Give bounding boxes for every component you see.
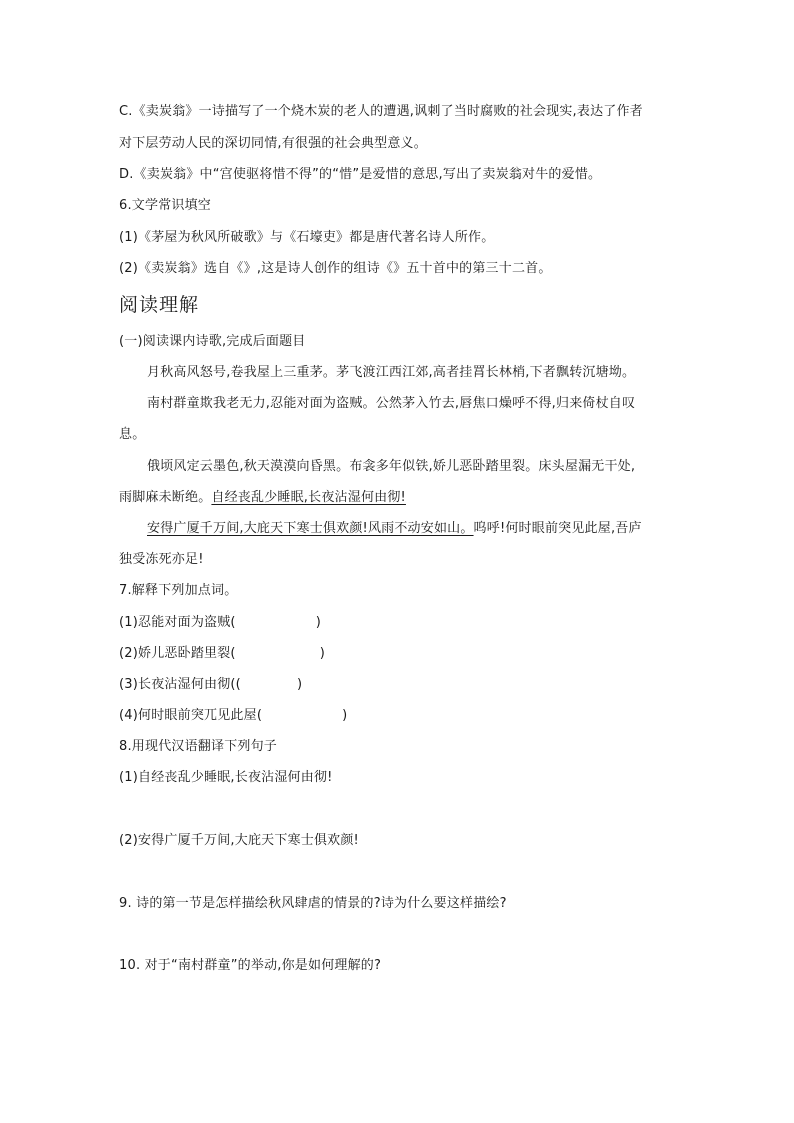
reading-subtitle: (一)阅读课内诗歌,完成后面题目 bbox=[119, 334, 306, 349]
poem-paragraph-3-line-1: 俄顷风定云墨色,秋天漠漠向昏黑。布衾多年似铁,娇儿恶卧踏里裂。床头屋漏无干处, bbox=[147, 459, 636, 474]
poem-paragraph-4-plain-text: 呜呼!何时眼前突见此屋,吾庐 bbox=[473, 521, 642, 536]
question-7-item-2 bbox=[119, 646, 325, 662]
poem-paragraph-4-line-1 bbox=[147, 521, 642, 537]
reading-heading: 阅读理解 bbox=[119, 294, 200, 316]
close-paren: ) bbox=[342, 708, 348, 723]
question-9: 9. 诗的第一节是怎样描绘秋风肆虐的情景的?诗为什么要这样描绘? bbox=[119, 896, 507, 911]
poem-paragraph-2-line-1: 南村群童欺我老无力,忍能对面为盗贼。公然茅入竹去,唇焦口燥呼不得,归来倚杖自叹 bbox=[147, 396, 636, 411]
question-7-item-1-text: (1)忍能对面为盗贼( bbox=[119, 615, 236, 630]
poem-paragraph-4-line-2: 独受冻死亦足! bbox=[119, 552, 204, 567]
poem-paragraph-3-line-2 bbox=[119, 490, 406, 506]
poem-underlined-sentence-1: 自经丧乱少睡眠,长夜沾湿何由彻! bbox=[211, 490, 406, 505]
question-7-item-1 bbox=[119, 615, 321, 631]
choice-c-line-1: C.《卖炭翁》一诗描写了一个烧木炭的老人的遭遇,讽刺了当时腐败的社会现实,表达了作者 bbox=[119, 104, 643, 119]
question-8-item-2: (2)安得广厦千万间,大庇天下寒士俱欢颜! bbox=[119, 833, 359, 848]
question-6-item-1: (1)《茅屋为秋风所破歌》与《石壕吏》都是唐代著名诗人所作。 bbox=[119, 230, 495, 245]
choice-c-line-2: 对下层劳动人民的深切同情,有很强的社会典型意义。 bbox=[119, 136, 427, 151]
question-7-item-3-text: (3)长夜沾湿何由彻(( bbox=[119, 677, 241, 692]
question-7-item-3 bbox=[119, 677, 302, 693]
question-10: 10. 对于“南村群童”的举动,你是如何理解的? bbox=[119, 958, 382, 973]
question-6-title: 6.文学常识填空 bbox=[119, 198, 212, 213]
close-paren: ) bbox=[315, 615, 321, 630]
question-7-item-4 bbox=[119, 708, 347, 724]
choice-d-line-1: D.《卖炭翁》中“宫使驱将惜不得”的“惜”是爱惜的意思,写出了卖炭翁对牛的爱惜。 bbox=[119, 167, 602, 182]
poem-underlined-sentence-2: 安得广厦千万间,大庇天下寒士俱欢颜!风雨不动安如山。 bbox=[147, 521, 474, 536]
question-8-item-1: (1)自经丧乱少睡眠,长夜沾湿何由彻! bbox=[119, 770, 333, 785]
question-7-item-4-text: (4)何时眼前突兀见此屋( bbox=[119, 708, 263, 723]
poem-paragraph-1: 月秋高风怒号,卷我屋上三重茅。茅飞渡江西江郊,高者挂罥长林梢,下者飘转沉塘坳。 bbox=[147, 365, 636, 380]
close-paren: ) bbox=[296, 677, 303, 692]
poem-paragraph-3-plain-text: 雨脚麻未断绝。 bbox=[119, 490, 212, 505]
question-8-title: 8.用现代汉语翻译下列句子 bbox=[119, 739, 278, 754]
question-7-title: 7.解释下列加点词。 bbox=[119, 583, 238, 598]
question-7-item-2-text: (2)娇儿恶卧踏里裂( bbox=[119, 646, 236, 661]
question-6-item-2: (2)《卖炭翁》选自《》,这是诗人创作的组诗《》五十首中的第三十二首。 bbox=[119, 261, 552, 276]
poem-paragraph-2-line-2: 息。 bbox=[119, 427, 146, 442]
close-paren: ) bbox=[319, 646, 325, 661]
